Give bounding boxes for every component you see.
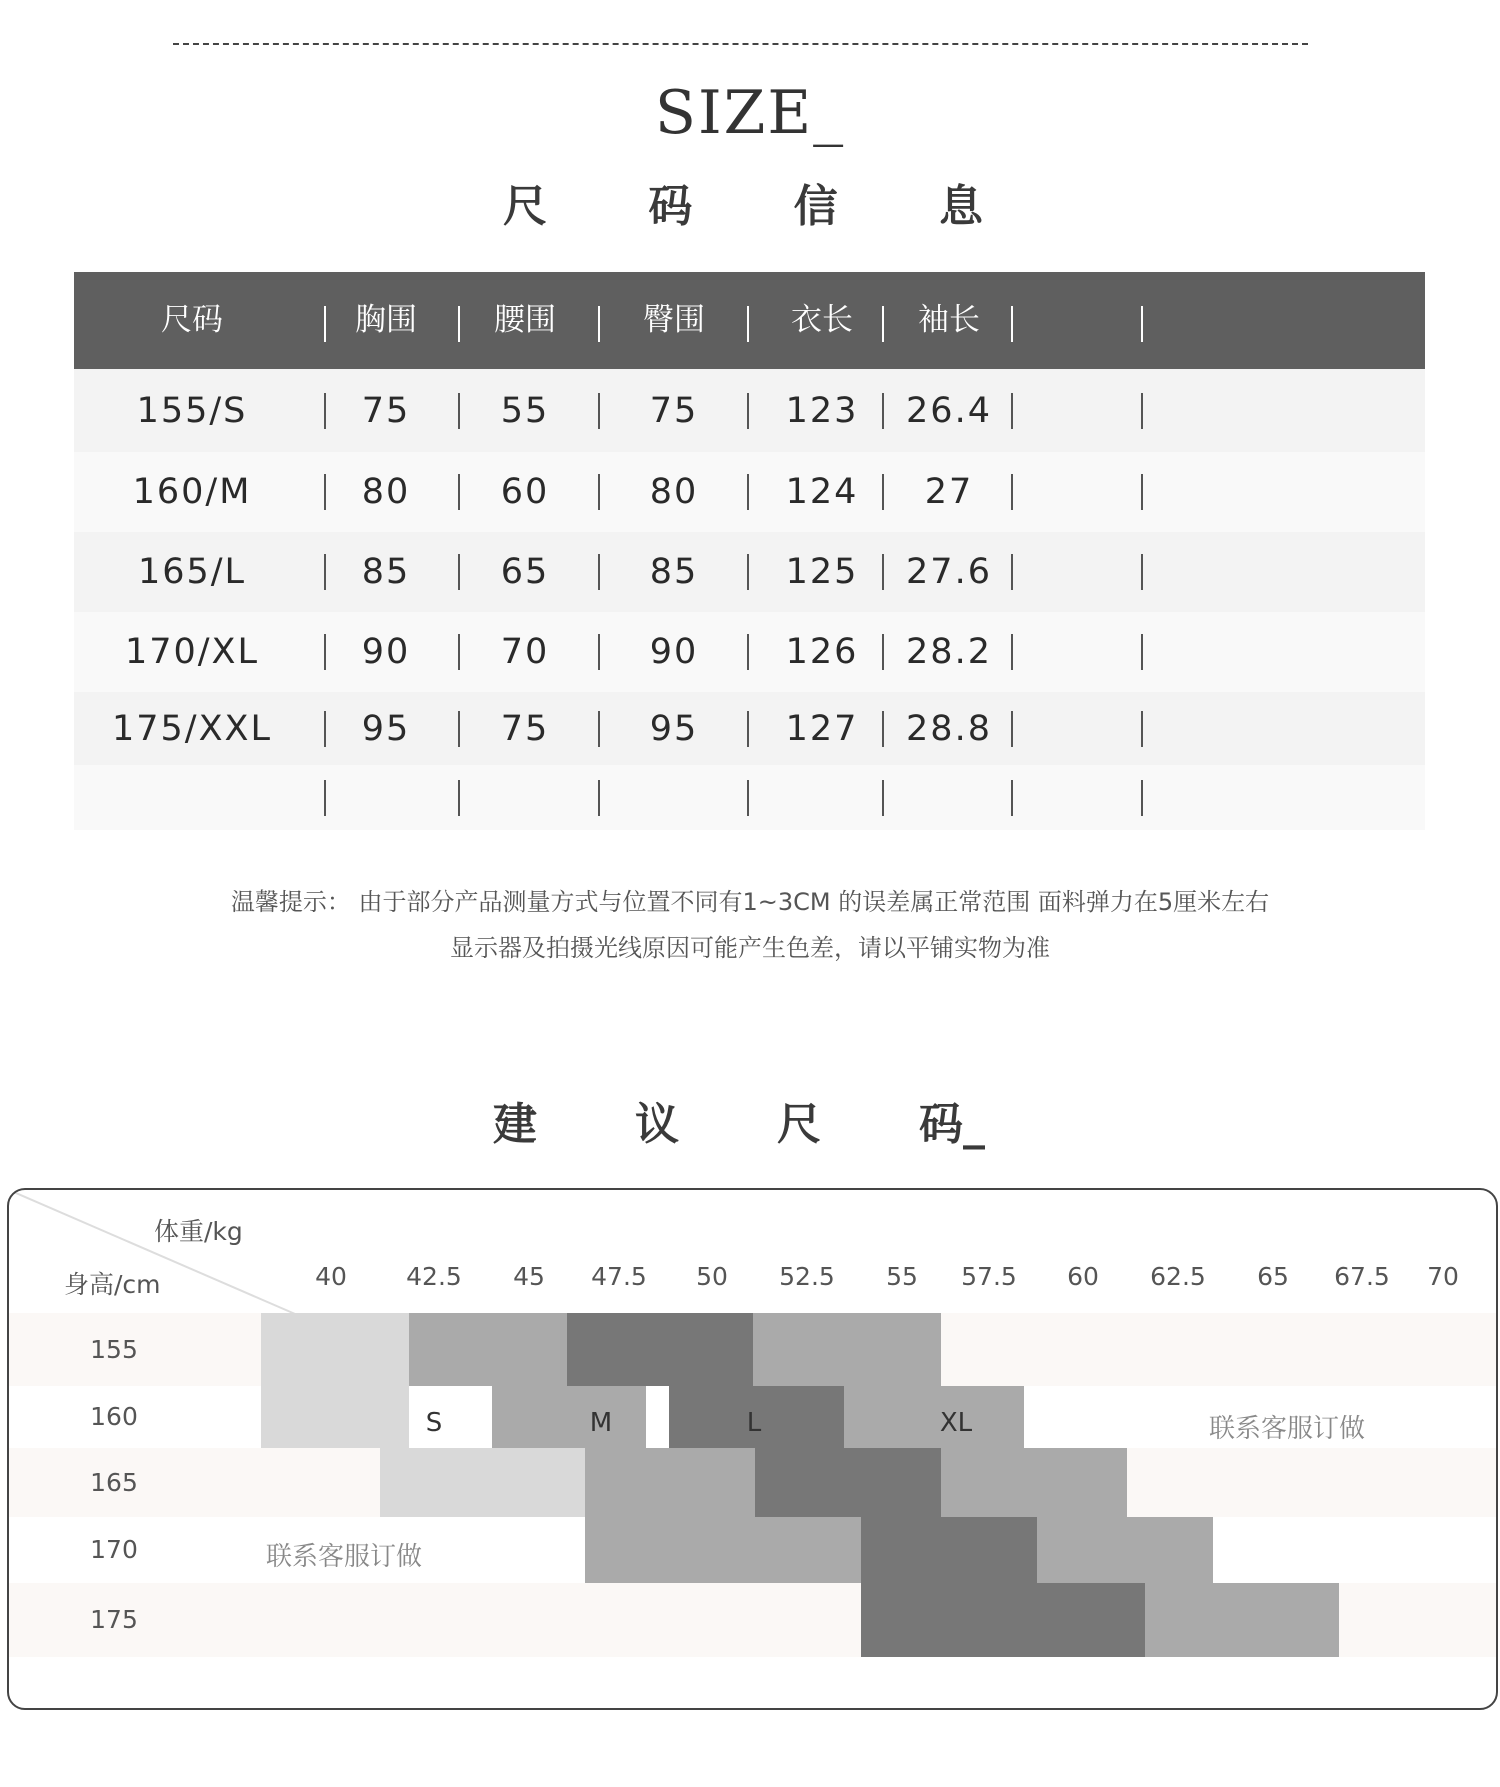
height-label: 160	[90, 1402, 138, 1431]
weight-tick-label: 65	[1257, 1262, 1289, 1291]
table-cell: 90	[649, 632, 699, 672]
column-separator	[598, 554, 600, 590]
table-row	[74, 532, 1425, 612]
table-cell	[1009, 369, 1159, 452]
table-cell	[1009, 765, 1159, 830]
column-separator	[1011, 711, 1013, 747]
size-zone-block	[585, 1517, 861, 1583]
table-cell: 85	[361, 552, 411, 592]
size-zone-block	[941, 1448, 1127, 1517]
table-cell: 27.6	[906, 552, 992, 592]
table-row	[74, 369, 1425, 452]
weight-tick-label: 57.5	[961, 1262, 1017, 1291]
height-label: 155	[90, 1334, 138, 1364]
table-cell: 175/XXL	[111, 708, 273, 749]
column-separator	[458, 306, 460, 342]
recommend-size-chart	[7, 1188, 1498, 1710]
column-separator	[458, 711, 460, 747]
column-separator	[1141, 780, 1143, 816]
column-separator	[598, 780, 600, 816]
table-cell	[117, 765, 267, 830]
column-separator	[324, 474, 326, 510]
weight-axis-label: 体重/kg	[154, 1217, 243, 1246]
weight-tick-label: 62.5	[1150, 1262, 1206, 1291]
header-cell	[1144, 272, 1284, 369]
column-separator	[882, 780, 884, 816]
column-separator	[882, 306, 884, 342]
column-separator	[882, 393, 884, 429]
table-cell: 26.4	[906, 390, 992, 431]
table-cell: 85	[649, 552, 699, 592]
header-cell: 袖长	[918, 302, 980, 338]
tip-line-1: 温馨提示： 由于部分产品测量方式与位置不同有1~3CM 的误差属正常范围 面料弹力在5厘米左右	[230, 888, 1270, 916]
table-cell: 55	[500, 390, 550, 431]
column-separator	[458, 554, 460, 590]
column-separator	[747, 306, 749, 342]
size-zone-block	[755, 1448, 941, 1517]
table-cell	[1139, 765, 1289, 830]
table-cell: 75	[500, 708, 550, 749]
column-separator	[1141, 393, 1143, 429]
column-separator	[1011, 780, 1013, 816]
header-cell: 衣长	[791, 302, 853, 338]
column-separator	[598, 634, 600, 670]
size-table	[74, 272, 1425, 830]
table-cell	[1009, 692, 1159, 765]
weight-tick-label: 47.5	[591, 1262, 647, 1291]
column-separator	[458, 474, 460, 510]
size-label: L	[746, 1408, 762, 1438]
size-label: M	[589, 1408, 613, 1438]
column-separator	[882, 554, 884, 590]
weight-tick-label: 42.5	[406, 1262, 462, 1291]
table-cell	[874, 765, 1024, 830]
table-cell: 80	[361, 472, 411, 512]
header-cell: 胸围	[355, 302, 417, 338]
table-cell: 75	[361, 390, 411, 431]
table-cell: 155/S	[136, 390, 248, 431]
column-separator	[1011, 634, 1013, 670]
weight-tick-label: 52.5	[779, 1262, 835, 1291]
size-label: XL	[939, 1408, 973, 1438]
column-separator	[598, 711, 600, 747]
column-separator	[1011, 554, 1013, 590]
table-row	[74, 692, 1425, 765]
table-cell	[1139, 452, 1289, 532]
heading-char: 议	[635, 1099, 679, 1150]
table-cell: 124	[785, 472, 859, 512]
heading-char: 码_	[919, 1099, 985, 1150]
table-cell	[311, 765, 461, 830]
heading-char: 建	[493, 1099, 537, 1150]
height-label: 170	[90, 1535, 138, 1564]
corner-diagonal-line	[9, 1190, 329, 1325]
weight-tick-label: 67.5	[1334, 1262, 1390, 1291]
table-cell: 170/XL	[124, 632, 260, 672]
table-cell	[599, 765, 749, 830]
size-label: S	[425, 1408, 443, 1438]
size-zone-block	[1037, 1517, 1213, 1583]
column-separator	[1141, 554, 1143, 590]
column-separator	[1011, 474, 1013, 510]
size-zone-block	[567, 1313, 753, 1386]
weight-tick-label: 60	[1067, 1262, 1099, 1291]
table-cell: 28.2	[906, 632, 992, 672]
heading-char: 尺	[777, 1099, 821, 1150]
table-cell: 27	[924, 472, 974, 512]
size-zone-block	[261, 1313, 409, 1448]
column-separator	[324, 780, 326, 816]
size-zone-block	[861, 1583, 1145, 1657]
table-cell: 125	[785, 552, 859, 592]
column-separator	[747, 780, 749, 816]
size-zone-block	[409, 1313, 567, 1386]
column-separator	[882, 474, 884, 510]
column-separator	[324, 711, 326, 747]
column-separator	[324, 393, 326, 429]
column-separator	[747, 634, 749, 670]
tip-line-2: 显示器及拍摄光线原因可能产生色差，请以平铺实物为准	[450, 934, 1050, 962]
table-cell: 123	[785, 390, 859, 431]
table-cell: 80	[649, 472, 699, 512]
size-info-heading	[503, 170, 983, 234]
table-cell: 95	[361, 708, 411, 749]
column-separator	[598, 393, 600, 429]
header-cell: 尺码	[161, 302, 223, 338]
weight-tick-label: 50	[696, 1262, 728, 1291]
recommend-chart-inner	[9, 1190, 1496, 1708]
table-row	[74, 765, 1425, 830]
table-cell: 90	[361, 632, 411, 672]
weight-tick-label: 40	[315, 1262, 347, 1291]
table-row	[74, 612, 1425, 692]
recommend-heading	[493, 1088, 985, 1152]
column-separator	[324, 306, 326, 342]
height-label: 175	[90, 1605, 138, 1634]
table-cell: 75	[649, 390, 699, 431]
heading-char: 信	[793, 181, 838, 232]
table-header	[74, 272, 1425, 369]
column-separator	[747, 554, 749, 590]
table-cell: 65	[500, 552, 550, 592]
size-zone-block	[585, 1448, 755, 1517]
height-axis-label: 身高/cm	[64, 1270, 161, 1299]
size-zone-block	[1145, 1583, 1339, 1657]
table-cell	[1139, 532, 1289, 612]
table-cell	[1009, 612, 1159, 692]
header-cell: 腰围	[494, 302, 556, 338]
column-separator	[747, 393, 749, 429]
size-zone-block	[753, 1313, 941, 1386]
header-cell	[1014, 272, 1154, 369]
size-heading: SIZE_	[654, 78, 846, 148]
height-label: 165	[90, 1467, 138, 1497]
table-cell: 95	[649, 708, 699, 749]
column-separator	[882, 711, 884, 747]
table-cell: 126	[785, 632, 859, 672]
table-cell	[450, 765, 600, 830]
column-separator	[458, 393, 460, 429]
table-cell	[1139, 692, 1289, 765]
size-zone-block	[380, 1448, 585, 1517]
column-separator	[458, 780, 460, 816]
column-separator	[324, 634, 326, 670]
column-separator	[1141, 474, 1143, 510]
weight-tick-label: 55	[886, 1262, 918, 1291]
weight-tick-label: 70	[1427, 1262, 1459, 1291]
table-cell: 60	[500, 472, 550, 512]
table-cell: 165/L	[137, 552, 247, 592]
column-separator	[1141, 634, 1143, 670]
header-cell: 臀围	[643, 302, 705, 338]
column-separator	[1141, 711, 1143, 747]
top-dashed-divider	[173, 43, 1308, 45]
heading-char: 尺	[503, 181, 547, 232]
table-cell: 127	[785, 708, 859, 749]
table-cell	[1009, 452, 1159, 532]
column-separator	[747, 474, 749, 510]
table-cell	[1139, 612, 1289, 692]
table-cell: 70	[500, 632, 550, 672]
table-cell	[1139, 369, 1289, 452]
column-separator	[747, 711, 749, 747]
size-zone-block	[861, 1517, 1037, 1583]
column-separator	[598, 306, 600, 342]
table-cell	[1009, 532, 1159, 612]
heading-char: 息	[938, 181, 983, 232]
column-separator	[598, 474, 600, 510]
contact-service-note-right: 联系客服订做	[1209, 1414, 1366, 1444]
column-separator	[324, 554, 326, 590]
column-separator	[882, 634, 884, 670]
table-cell: 160/M	[132, 472, 252, 512]
heading-char: 码	[648, 181, 693, 232]
weight-tick-label: 45	[513, 1262, 545, 1291]
contact-service-note-left: 联系客服订做	[266, 1542, 423, 1572]
column-separator	[1141, 306, 1143, 342]
column-separator	[1011, 306, 1013, 342]
column-separator	[458, 634, 460, 670]
table-cell: 28.8	[906, 708, 992, 749]
table-row	[74, 452, 1425, 532]
column-separator	[1011, 393, 1013, 429]
